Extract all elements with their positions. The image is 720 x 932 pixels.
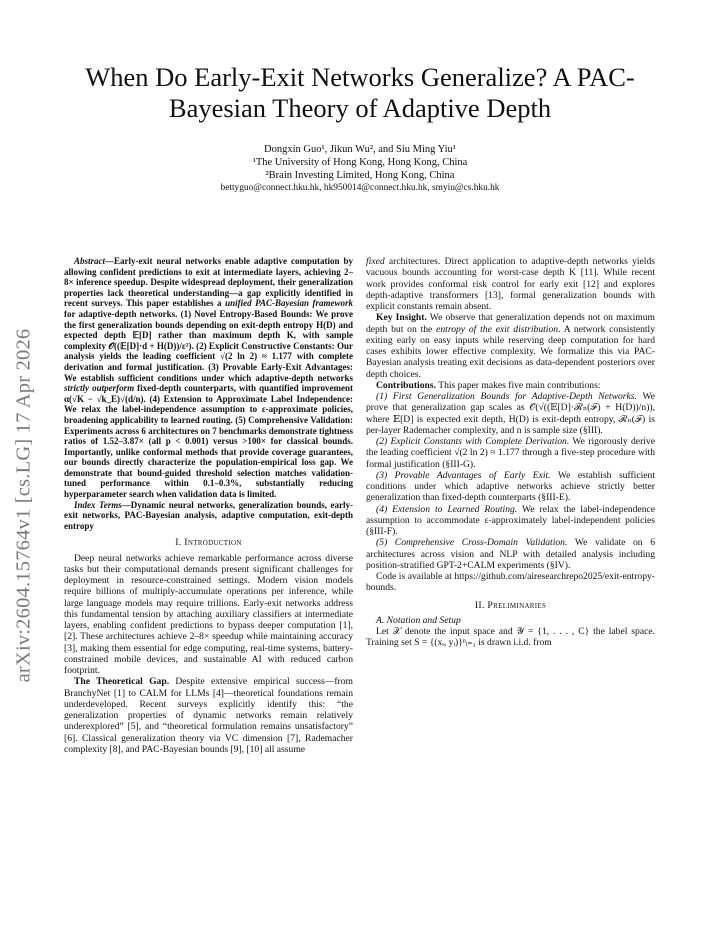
- subsection-notation: A. Notation and Setup: [376, 614, 461, 626]
- insight-body-2: . A network consistently exiting early on easy inputs while reserving deep computation for hard cases exhibits lower effective complexity. We formalize this via PAC-Bayesian analysis treating exit decisions as data-dependent posteriors over depth choices.: [366, 323, 656, 380]
- abstract-text-2: for adaptive-depth networks. (1) Novel Entropy-Based Bounds: We prove the first generalization bounds depending on exit-depth entropy H(D) and expected depth 𝔼[D] rather than maximum depth K, with sample complexity 𝒪((𝔼[D]·d + H(D))/ε²). (2) Explicit Constructive Constants: Our analysis yields the leading coefficient √(2 ln 2) ≈ 1.177 with complete derivation and formal justification. (3) Provable Early-Exit Advantages: We establish sufficient conditions under which adaptive-depth networks: [64, 308, 353, 383]
- intro-paragraph-gap: [64, 676, 353, 755]
- author-block: [70, 143, 650, 195]
- abstract-emph-1: unified PAC-Bayesian framework: [225, 298, 353, 309]
- contribution-2-body: We rigorously derive the leading coefficient √(2 ln 2) ≈ 1.177 through a five-step procedure with formal justification (§III-G).: [366, 436, 655, 470]
- insight-lead: Key Insight.: [376, 312, 427, 324]
- code-availability[interactable]: Code is available at https://github.com/airesearchrepo2025/exit-entropy-bounds.: [366, 571, 655, 594]
- contribution-2: [366, 436, 655, 470]
- right-column: [366, 256, 655, 649]
- gap-body: Despite extensive empirical success—from BranchyNet [1] to CALM for LLMs [4]—theoretical foundations remain underdeveloped. Recent surveys explicitly identify this: “the generalization properties of dynamic networks remain relatively underexplored” [5], and “theoretical formulation remains unsatisfactory” [6]. Classical generalization theory via VC dimension [7], Rademacher complexity [8], and PAC-Bayesian bounds [9], [10] all assume: [64, 676, 353, 755]
- intro-contributions: [366, 380, 655, 391]
- paper-title: When Do Early-Exit Networks Generalize? A PAC-Bayesian Theory of Adaptive Depth: [85, 62, 635, 123]
- section-heading-preliminaries: II. Preliminaries: [474, 599, 547, 611]
- left-column: [64, 256, 353, 755]
- prelim-paragraph-1: Let 𝒳 denote the input space and 𝒴 = {1, . . . , C} the label space. Training set S = {(xᵢ, yᵢ)}ⁿᵢ₌₁ is drawn i.i.d. from: [366, 626, 655, 649]
- contribution-4-body: We relax the label-independence assumption to accommodate ε-approximately label-independent policies (§III-F).: [366, 503, 656, 537]
- arxiv-sidebar-stamp: [0, 290, 48, 720]
- abstract: [64, 256, 353, 500]
- gap-emph: fixed: [366, 256, 385, 267]
- author-emails: bettyguo@connect.hku.hk, hk950014@connect.hku.hk, smyiu@cs.hku.hk: [220, 183, 500, 193]
- gap-tail: architectures. Direct application to adaptive-depth networks yields vacuous bounds accounting for worst-case depth K [11]. While recent work provides conformal risk control for early exit [12] and explores depth-adaptive transformers [13], formal generalization bounds with explicit constants remain absent.: [366, 256, 655, 312]
- contribution-1-head: (1) First Generalization Bounds for Adaptive-Depth Networks.: [376, 391, 637, 402]
- gap-lead: The Theoretical Gap.: [74, 676, 170, 688]
- contribution-3-body: We establish sufficient conditions under which adaptive networks achieve strictly better generalization than fixed-depth counterparts (§III-E).: [366, 469, 655, 504]
- arxiv-identifier[interactable]: arXiv:2604.15764v1 [cs.LG] 17 Apr 2026: [12, 328, 35, 682]
- insight-emph: entropy of the exit distribution: [436, 323, 559, 335]
- contribution-4-head: (4) Extension to Learned Routing.: [376, 503, 518, 515]
- contrib-lead: Contributions.: [376, 379, 436, 391]
- section-heading-introduction: I. Introduction: [175, 537, 242, 549]
- contribution-5-head: (5) Comprehensive Cross-Domain Validation.: [376, 537, 568, 549]
- abstract-emph-2: strictly outperform: [64, 383, 135, 394]
- intro-gap-continued: [366, 256, 655, 312]
- contribution-1: [366, 391, 655, 436]
- contribution-3: [366, 470, 655, 504]
- affiliation-2: ²Brain Investing Limited, Hong Kong, China: [265, 170, 455, 181]
- contribution-5: [366, 537, 655, 571]
- index-terms: [64, 500, 353, 532]
- affiliation-1: ¹The University of Hong Kong, Hong Kong, China: [252, 157, 468, 168]
- contribution-1-body: We prove that generalization gap scales as 𝒪(√((𝔼[D]·ℛₙ(ℱ) + H(D))/n)), where 𝔼[D] is expected exit depth, H(D) is exit-depth entropy, ℛₙ(ℱ) is per-layer Rademacher complexity, and n is sample size (§III).: [366, 391, 655, 436]
- contribution-3-head: (3) Provable Advantages of Early Exit.: [376, 469, 551, 481]
- index-terms-lead: Index Terms: [74, 499, 122, 510]
- intro-key-insight: [366, 312, 655, 380]
- abstract-text-1: Early-exit neural networks enable adaptive computation by allowing confident predictions to exit at intermediate layers, achieving 2–8× inference speedup. Despite widespread deployment, their generalization properties lack theoretical understanding—a gap explicitly identified in recent surveys. This paper establishes a: [64, 256, 353, 309]
- contribution-5-body: We validate on 6 architectures across vision and NLP with detailed analysis including position-stratified GPT-2+CALM experiments (§IV).: [366, 537, 655, 571]
- abstract-text-3: fixed-depth counterparts, with quantified improvement α(√K − √k_E)√(d/n). (4) Extension to Approximate Label Independence: We relax the label-independence assumption to ε-approximate policies, broadening applicability to learned routing. (5) Comprehensive Validation: Experiments across 6 architectures on 7 benchmarks demonstrate tightness ratios of 1.52–3.87× (all p < 0.001) versus >100× for classical bounds. Importantly, unlike conformal methods that provide coverage guarantees, our bounds directly characterize the population-empirical loss gap. We demonstrate that bound-guided threshold selection matches validation-tuned performance within 0.1–0.3%, substantially reducing hyperparameter search when validation data is limited.: [64, 383, 353, 500]
- insight-body-1: We observe that generalization depends not on maximum depth but on the: [366, 312, 655, 335]
- index-terms-body: —Dynamic neural networks, generalization bounds, early-exit networks, PAC-Bayesian analysis, adaptive computation, exit-depth entropy: [64, 499, 353, 531]
- contribution-4: [366, 504, 655, 538]
- author-names: Dongxin Guo¹, Jikun Wu², and Siu Ming Yiu¹: [264, 144, 456, 155]
- abstract-lead: Abstract—: [74, 256, 115, 266]
- contribution-2-head: (2) Explicit Constants with Complete Derivation.: [376, 436, 570, 447]
- contrib-body: This paper makes five main contributions:: [435, 379, 601, 391]
- intro-paragraph-1: Deep neural networks achieve remarkable performance across diverse tasks but their computational demands present significant challenges for deployment in resource-constrained settings. Modern vision models require billions of multiply-accumulate operations per inference, while large language models may require trillions. Early-exit networks address this fundamental tension by attaching auxiliary classifiers at intermediate layers, enabling confident predictions to bypass deeper computation [1], [2]. These architectures achieve 2–8× speedup while maintaining accuracy [3], making them essential for edge computing, real-time systems, battery-constrained mobile devices, and sustainable AI with reduced carbon footprint.: [64, 552, 353, 677]
